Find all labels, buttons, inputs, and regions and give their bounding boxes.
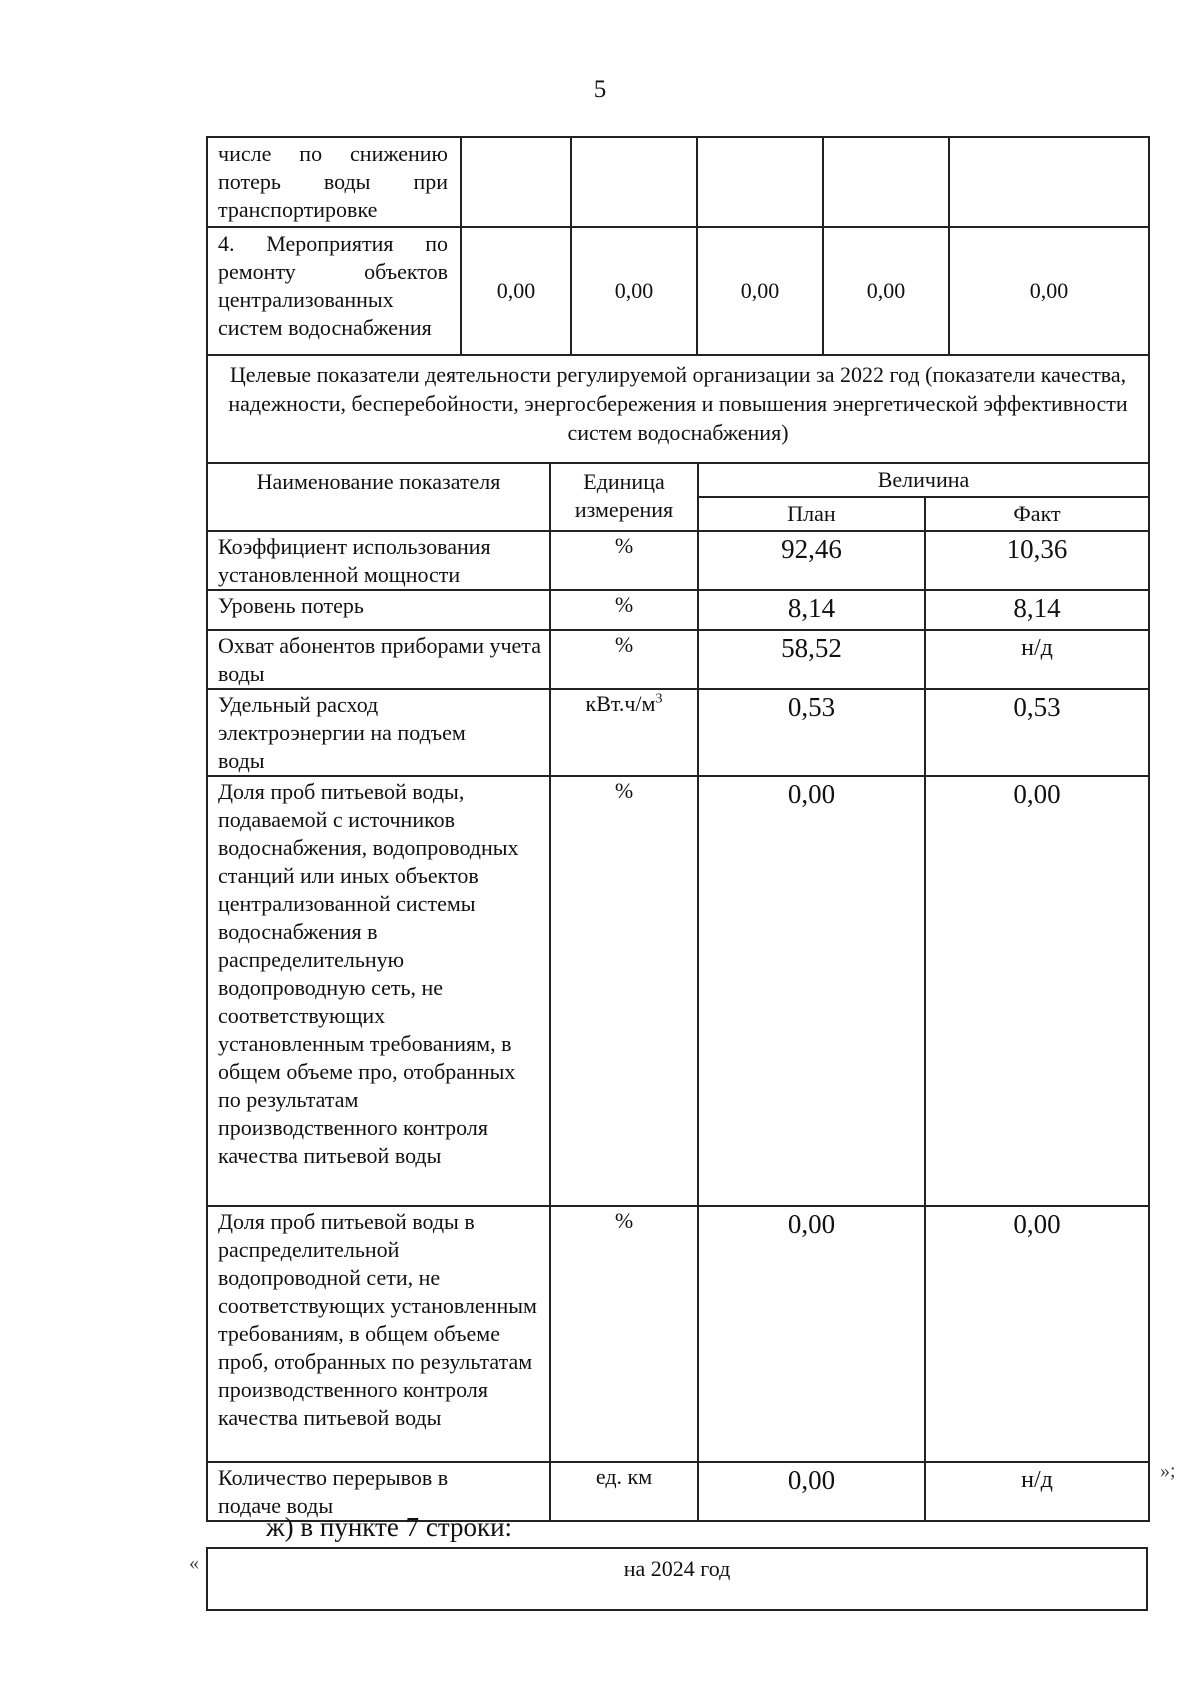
header-name: Наименование показателя (207, 463, 550, 531)
indicator-plan: 0,00 (698, 1206, 925, 1462)
header-plan: План (698, 497, 925, 531)
table-row (207, 689, 1149, 776)
indicator-name: Количество перерывов в подаче воды (207, 1462, 550, 1521)
indicator-name: Удельный расход электроэнергии на подъем воды (207, 689, 550, 776)
table-row (207, 227, 1149, 355)
indicators-table (206, 462, 1150, 1522)
header-row (207, 463, 1149, 497)
empty-cell (823, 137, 949, 227)
indicator-unit: % (550, 1206, 698, 1462)
unit-text: кВт.ч/м (585, 691, 656, 716)
measures-table (206, 136, 1150, 464)
empty-cell (461, 137, 571, 227)
header-unit-line: Единица (583, 469, 665, 494)
table-row (207, 776, 1149, 1206)
indicator-fact: н/д (925, 630, 1149, 689)
value-cell: 0,00 (571, 227, 697, 355)
table-row (207, 590, 1149, 630)
indicator-unit (550, 689, 698, 776)
closing-quote-mark: »; (1160, 1460, 1176, 1482)
table-row (207, 630, 1149, 689)
indicator-fact: н/д (925, 1462, 1149, 1521)
table-row (207, 355, 1149, 463)
indicator-name: Уровень потерь (207, 590, 550, 630)
header-unit (550, 463, 698, 531)
label-line: потерь воды при (218, 169, 448, 194)
indicator-plan: 0,53 (698, 689, 925, 776)
unit-superscript: 3 (655, 691, 663, 707)
measure-name-cell (207, 227, 461, 355)
label-line: транспортировке (218, 197, 378, 222)
indicator-plan: 92,46 (698, 531, 925, 590)
empty-cell (697, 137, 823, 227)
table-row (207, 1548, 1147, 1610)
label-line: числе по снижению (218, 141, 448, 166)
table-row (207, 137, 1149, 227)
indicator-fact: 0,00 (925, 776, 1149, 1206)
section-banner: Целевые показатели деятельности регулируемой организации за 2022 год (показатели качества, надежности, бесперебойности, энергосбережения и повышения энергетической эффективности систем водоснабжения) (207, 355, 1149, 463)
indicator-name: Коэффициент использования установленной мощности (207, 531, 550, 590)
label-line: систем водоснабжения (218, 315, 432, 340)
indicator-unit: % (550, 776, 698, 1206)
table-row (207, 1206, 1149, 1462)
indicator-fact: 0,53 (925, 689, 1149, 776)
opening-quote-mark: « (189, 1552, 199, 1574)
header-value: Величина (698, 463, 1149, 497)
indicator-unit: % (550, 590, 698, 630)
indicator-plan: 0,00 (698, 1462, 925, 1521)
measure-name-cell (207, 137, 461, 227)
value-cell: 0,00 (461, 227, 571, 355)
year-table (206, 1547, 1148, 1611)
indicator-name: Доля проб питьевой воды в распределительной водопроводной сети, не соответствующих установленным требованиям, в общем объеме проб, отобранных по результатам производственного контроля качества питьевой воды (207, 1206, 550, 1462)
indicator-plan: 8,14 (698, 590, 925, 630)
label-line: ремонту объектов (218, 259, 448, 284)
empty-cell (949, 137, 1149, 227)
value-cell: 0,00 (697, 227, 823, 355)
indicator-fact: 8,14 (925, 590, 1149, 630)
label-line: централизованных (218, 287, 394, 312)
indicator-fact: 0,00 (925, 1206, 1149, 1462)
header-unit-line: измерения (574, 497, 674, 522)
indicator-name: Охват абонентов приборами учета воды (207, 630, 550, 689)
table-row (207, 531, 1149, 590)
value-cell: 0,00 (823, 227, 949, 355)
year-caption: на 2024 год (207, 1548, 1147, 1610)
indicator-fact: 10,36 (925, 531, 1149, 590)
value-cell: 0,00 (949, 227, 1149, 355)
indicator-plan: 0,00 (698, 776, 925, 1206)
indicator-unit: % (550, 531, 698, 590)
indicator-unit: ед. км (550, 1462, 698, 1521)
empty-cell (571, 137, 697, 227)
page-number: 5 (593, 76, 607, 103)
label-line: 4. Мероприятия по (218, 231, 448, 256)
header-fact: Факт (925, 497, 1149, 531)
indicator-name: Доля проб питьевой воды, подаваемой с источников водоснабжения, водопроводных станций или иных объектов централизованной системы водоснабжения в распределительную водопроводную сеть, не соответствующих установленным требованиям, в общем объеме про, отобранных по результатам производственного контроля качества питьевой воды (207, 776, 550, 1206)
indicator-unit: % (550, 630, 698, 689)
indicator-plan: 58,52 (698, 630, 925, 689)
paragraph-text: ж) в пункте 7 строки: (266, 1512, 513, 1542)
